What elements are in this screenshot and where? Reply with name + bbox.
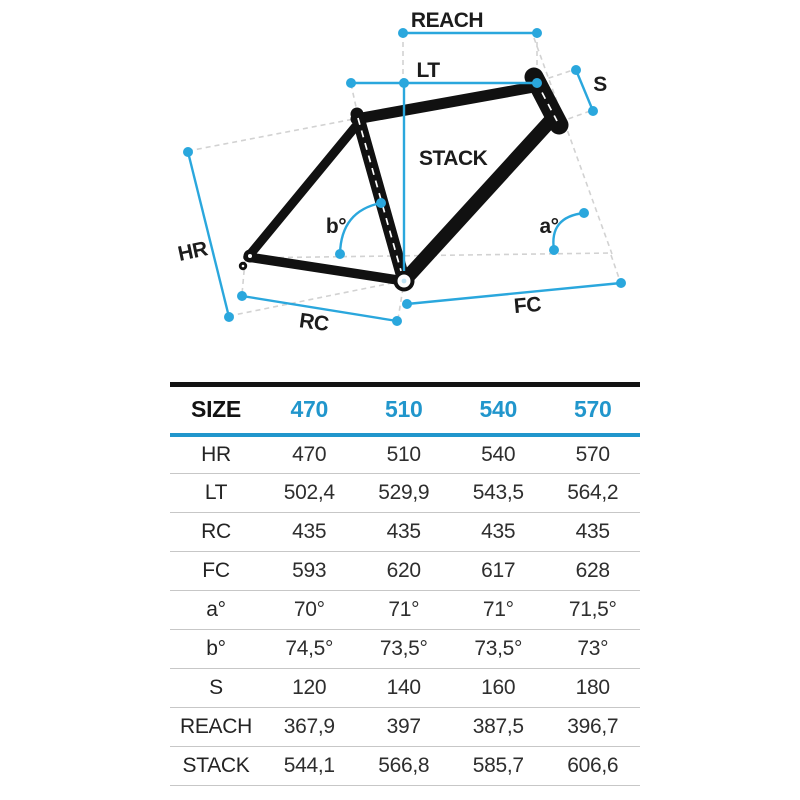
dot [616, 278, 626, 288]
dot [399, 78, 409, 88]
chain-stay [248, 257, 404, 281]
table-cell: 585,7 [451, 747, 546, 786]
dot [392, 316, 402, 326]
row-label: FC [170, 552, 262, 591]
table-cell: 570 [546, 435, 641, 474]
stack-label: STACK [419, 147, 488, 170]
table-cell: 396,7 [546, 708, 641, 747]
top-tube-extension [188, 119, 354, 151]
reach-label: REACH [410, 9, 484, 32]
table-cell: 566,8 [357, 747, 452, 786]
table-cell: 502,4 [262, 474, 357, 513]
table-cell: 529,9 [357, 474, 452, 513]
angle-a-label: a° [539, 215, 559, 238]
dot [532, 28, 542, 38]
table-cell: 74,5° [262, 630, 357, 669]
table-cell: 140 [357, 669, 452, 708]
table-cell: 510 [357, 435, 452, 474]
rear-dropout-hole [248, 254, 252, 258]
dot [402, 299, 412, 309]
bike-frame [239, 77, 559, 290]
s-line [576, 70, 593, 111]
dot [549, 245, 559, 255]
fc-label: FC [512, 292, 542, 319]
table-cell: 71,5° [546, 591, 641, 630]
table-cell: 564,2 [546, 474, 641, 513]
table-cell: 73,5° [451, 630, 546, 669]
dot [346, 78, 356, 88]
angle-b-label: b° [325, 215, 347, 238]
table-row-lt [170, 474, 640, 513]
angle-b-arc [340, 203, 381, 254]
table-row-rc [170, 513, 640, 552]
row-label: RC [170, 513, 262, 552]
dot [588, 106, 598, 116]
row-label: STACK [170, 747, 262, 786]
table-row-hr [170, 435, 640, 474]
derailleur-hanger-hole [242, 265, 245, 268]
table-cell: 180 [546, 669, 641, 708]
size-570-header: 570 [546, 385, 641, 435]
size-header: SIZE [170, 385, 262, 435]
size-540-header: 540 [451, 385, 546, 435]
frame-geometry-diagram [0, 0, 800, 380]
dot [224, 312, 234, 322]
table-cell: 71° [451, 591, 546, 630]
table-cell: 435 [262, 513, 357, 552]
geometry-table-section [170, 382, 640, 786]
row-label: HR [170, 435, 262, 474]
table-row-fc [170, 552, 640, 591]
table-cell: 543,5 [451, 474, 546, 513]
size-510-header: 510 [357, 385, 452, 435]
row-label: REACH [170, 708, 262, 747]
table-cell: 70° [262, 591, 357, 630]
table-row-stack [170, 747, 640, 786]
diagram-labels [176, 9, 607, 336]
table-cell: 617 [451, 552, 546, 591]
dot [335, 249, 345, 259]
rc-label: RC [297, 309, 331, 336]
table-row-s [170, 669, 640, 708]
dot [571, 65, 581, 75]
row-label: b° [170, 630, 262, 669]
row-label: LT [170, 474, 262, 513]
table-cell: 628 [546, 552, 641, 591]
table-cell: 606,6 [546, 747, 641, 786]
dot [398, 28, 408, 38]
geometry-table [170, 382, 640, 786]
table-cell: 470 [262, 435, 357, 474]
table-row-angle-b [170, 630, 640, 669]
table-cell: 367,9 [262, 708, 357, 747]
geometry-diagram-svg [0, 0, 800, 380]
down-tube [404, 119, 552, 281]
dot [237, 291, 247, 301]
hr-label: HR [175, 237, 210, 266]
dot [532, 78, 542, 88]
table-cell: 620 [357, 552, 452, 591]
table-cell: 435 [357, 513, 452, 552]
lt-label: LT [416, 59, 440, 82]
table-cell: 73,5° [357, 630, 452, 669]
row-label: a° [170, 591, 262, 630]
table-cell: 160 [451, 669, 546, 708]
table-cell: 435 [451, 513, 546, 552]
table-cell: 73° [546, 630, 641, 669]
dot [183, 147, 193, 157]
top-tube [356, 87, 534, 119]
table-cell: 387,5 [451, 708, 546, 747]
table-cell: 120 [262, 669, 357, 708]
table-cell: 435 [546, 513, 641, 552]
table-header-row [170, 385, 640, 435]
table-cell: 397 [357, 708, 452, 747]
dot [579, 208, 589, 218]
front-axle-drop [611, 255, 620, 281]
dot [376, 198, 386, 208]
size-470-header: 470 [262, 385, 357, 435]
hr-line [188, 152, 229, 317]
s-label: S [593, 73, 607, 96]
table-row-reach [170, 708, 640, 747]
table-cell: 593 [262, 552, 357, 591]
table-cell: 540 [451, 435, 546, 474]
row-label: S [170, 669, 262, 708]
table-cell: 544,1 [262, 747, 357, 786]
table-row-angle-a [170, 591, 640, 630]
table-cell: 71° [357, 591, 452, 630]
bottom-bracket-center [402, 279, 407, 284]
